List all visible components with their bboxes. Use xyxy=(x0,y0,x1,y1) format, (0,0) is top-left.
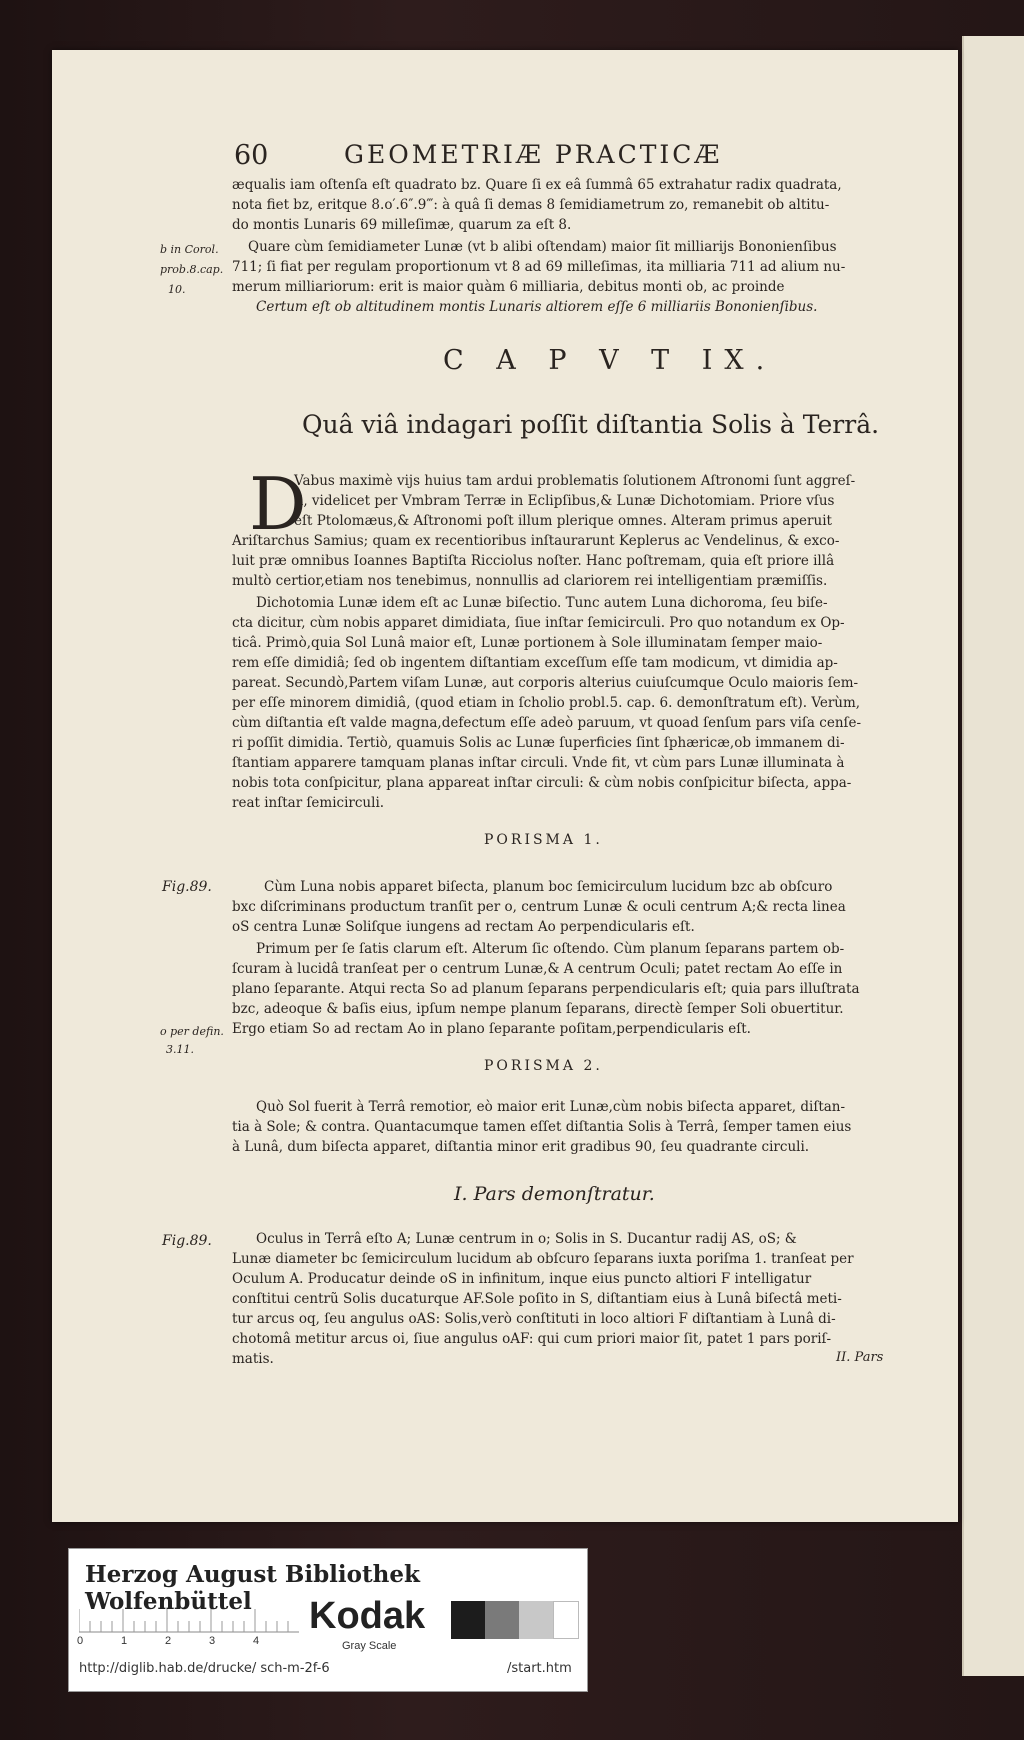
scale-number: 2 xyxy=(165,1635,172,1647)
text-line: rem eſſe dimidiâ; ſed ob ingentem diſtantiam exceſſum eſſe tam modicum, vt dimidia ap- xyxy=(232,655,838,671)
running-title: GEOMETRIÆ PRACTICÆ xyxy=(344,140,723,169)
drop-cap: D xyxy=(249,462,307,546)
gray-patch-light xyxy=(519,1601,553,1639)
scale-number: 3 xyxy=(209,1635,216,1647)
text-line: oS centra Lunæ Soliſque iungens ad rectam Ao perpendicularis eſt. xyxy=(232,919,695,935)
porisma-2-heading: PORISMA 2. xyxy=(484,1058,603,1074)
note-line: o per defin. xyxy=(160,1025,224,1038)
scale-number: 1 xyxy=(121,1635,128,1647)
text-line: plano ſeparante. Atqui recta So ad planum ſeparans perpendicularis eſt; quia pars illuſtrata xyxy=(232,981,860,997)
text-line: bxc diſcriminans productum tranſit per o, centrum Lunæ & oculi centrum A;& recta linea xyxy=(232,899,846,915)
chapter-title: C A P V T IX. xyxy=(443,345,777,376)
text-line: nobis tota conſpicitur, plana appareat inſtar circuli: & cùm nobis conſpicitur biſecta, appa- xyxy=(232,775,852,791)
text-line: multò certior,etiam nos tenebimus, nonnullis ad clariorem rei intelligentiam præmiſſis. xyxy=(232,573,828,589)
text-line: ſcuram à lucidâ tranſeat per o centrum Lunæ,& A centrum Oculi; patet rectam Ao eſſe in xyxy=(232,961,843,977)
text-line: ri poſſit dimidia. Tertiò, quamuis Solis ac Lunæ ſuperficies ſint ſphæricæ,ob immanem di- xyxy=(232,735,845,751)
library-url: http://diglib.hab.de/drucke/ sch-m-2f-6 xyxy=(79,1661,330,1676)
text-line: bzc, adeoque & baſis eius, ipſum nempe planum ſeparans, directè ſemper Soli obuertitur. xyxy=(232,1001,844,1017)
text-line: merum milliariorum: erit is maior quàm 6 milliaria, debitus monti ob, ac proinde xyxy=(232,279,785,295)
gray-scale-caption: Gray Scale xyxy=(342,1640,397,1652)
text-line: luit præ omnibus Ioannes Baptiſta Ricciolus noſter. Hanc poſtremam, quia eſt priore illâ xyxy=(232,553,835,569)
text-line: Ergo etiam So ad rectam Ao in plano ſeparante poſitam,perpendicularis eſt. xyxy=(232,1021,751,1037)
pars-1-heading: I. Pars demonſtratur. xyxy=(454,1183,655,1205)
text-line: 711; ſi fiat per regulam proportionum vt 8 ad 69 milleſimas, ita milliaria 711 ad alium nu- xyxy=(232,259,846,275)
page-number: 60 xyxy=(234,140,269,171)
archive-label xyxy=(68,1548,588,1692)
text-line: Dichotomia Lunæ idem eſt ac Lunæ biſectio. Tunc autem Luna dichoroma, ſeu biſe- xyxy=(256,595,828,611)
note-line: 3.11. xyxy=(166,1043,194,1056)
text-line: Quare cùm ſemidiameter Lunæ (vt b alibi oſtendam) maior ſit milliarijs Bononienſibus xyxy=(248,239,837,255)
text-line: Lunæ diameter bc ſemicirculum lucidum ab obſcuro ſeparans iuxta poriſma 1. tranſeat per xyxy=(232,1251,854,1267)
gray-patch-black xyxy=(451,1601,485,1639)
text-line: tur arcus oq, ſeu angulus oAS: Solis,verò conſtituti in loco altiori F diſtantiam à Lunâ di- xyxy=(232,1311,836,1327)
text-line: Quò Sol fuerit à Terrâ remotior, eò maior erit Lunæ,cùm nobis biſecta apparet, diſtan- xyxy=(256,1099,846,1115)
text-line: per eſſe minorem dimidiâ, (quod etiam in ſcholio probl.5. cap. 6. demonſtratum eſt). Verùm, xyxy=(232,695,861,711)
chapter-subtitle: Quâ viâ indagari poſſit diſtantia Solis à Terrâ. xyxy=(302,410,880,439)
note-line: 10. xyxy=(168,283,186,296)
text-line: nota fiet bz, eritque 8.o′.6″.9‴: à quâ ſi demas 8 ſemidiametrum zo, remanebit ob altitu- xyxy=(232,197,830,213)
text-line: tia à Sole; & contra. Quantacumque tamen eſſet diſtantia Solis à Terrâ, ſemper tamen eius xyxy=(232,1119,852,1135)
next-page-edge xyxy=(962,36,1024,1676)
text-line: do montis Lunaris 69 milleſimæ, quarum za eſt 8. xyxy=(232,217,572,233)
text-line: ticâ. Primò,quia Sol Lunâ maior eſt, Lunæ portionem à Sole illuminatam ſemper maio- xyxy=(232,635,823,651)
text-line: ſtantiam apparere tamquam planas inſtar circuli. Vnde fit, vt cùm pars Lunæ illuminata à xyxy=(232,755,845,771)
text-line: Oculus in Terrâ eſto A; Lunæ centrum in o; Solis in S. Ducantur radij AS, oS; & xyxy=(256,1231,797,1247)
text-line: reat inſtar ſemicirculi. xyxy=(232,795,385,811)
note-line: b in Corol. xyxy=(160,243,219,256)
text-line: Certum eſt ob altitudinem montis Lunaris altiorem eſſe 6 milliariis Bononienſibus. xyxy=(256,299,818,315)
text-line: matis. xyxy=(232,1351,274,1367)
scale-number: 0 xyxy=(77,1635,84,1647)
text-line: pareat. Secundò,Partem viſam Lunæ, aut corporis alterius cuiuſcumque Oculo maioris ſem- xyxy=(232,675,859,691)
library-title: Herzog August Bibliothek Wolfenbüttel xyxy=(85,1561,420,1615)
start-path: /start.htm xyxy=(507,1661,572,1676)
scale-ruler xyxy=(79,1603,299,1633)
text-line: chotomâ metitur arcus oi, ſiue angulus oAF: qui cum priori maior ſit, patet 1 pars poriſ- xyxy=(232,1331,832,1347)
text-line: Ariſtarchus Samius; quam ex recentioribus inſtaurarunt Keplerus ac Vendelinus, & exco- xyxy=(232,533,840,549)
gray-patch-mid xyxy=(485,1601,519,1639)
scale-number: 4 xyxy=(253,1635,260,1647)
text-line: eſt Ptolomæus,& Aſtronomi poſt illum plerique omnes. Alteram primus aperuit xyxy=(294,513,832,529)
text-line: cùm diſtantia eſt valde magna,defectum eſſe adeò paruum, vt quoad ſenſum pars viſa cenſe- xyxy=(232,715,862,731)
text-line: cta dicitur, cùm nobis apparet dimidiata, ſiue inſtar ſemicirculi. Pro quo notandum ex Op- xyxy=(232,615,845,631)
figure-ref: Fig.89. xyxy=(162,879,212,895)
text-line: Primum per ſe ſatis clarum eſt. Alterum ſic oſtendo. Cùm planum ſeparans partem ob- xyxy=(256,941,845,957)
porisma-1-heading: PORISMA 1. xyxy=(484,832,603,848)
kodak-logo: Kodak xyxy=(309,1595,426,1637)
text-line: Cùm Luna nobis apparet biſecta, planum boc ſemicirculum lucidum bzc ab obſcuro xyxy=(264,879,833,895)
catchword: II. Pars xyxy=(836,1350,884,1365)
text-line: Oculum A. Producatur deinde oS in infinitum, inque eius puncto altiori F intelligatur xyxy=(232,1271,812,1287)
text-line: conſtitui centrũ Solis ducaturque AF.Sole poſito in S, diſtantiam eius à Lunâ biſectâ meti- xyxy=(232,1291,842,1307)
text-line: à Lunâ, dum biſecta apparet, diſtantia minor erit gradibus 90, ſeu quadrante circuli. xyxy=(232,1139,810,1155)
text-line: ſi, videlicet per Vmbram Terræ in Eclipſibus,& Lunæ Dichotomiam. Priore vſus xyxy=(294,493,835,509)
gray-patch-white xyxy=(553,1601,579,1639)
text-line: Vabus maximè vijs huius tam ardui problematis ſolutionem Aſtronomi ſunt aggreſ- xyxy=(294,473,856,489)
text-line: æqualis iam oſtenſa eſt quadrato bz. Quare ſi ex eâ ſummâ 65 extrahatur radix quadrata, xyxy=(232,177,842,193)
figure-ref: Fig.89. xyxy=(162,1233,212,1249)
note-line: prob.8.cap. xyxy=(160,263,224,276)
